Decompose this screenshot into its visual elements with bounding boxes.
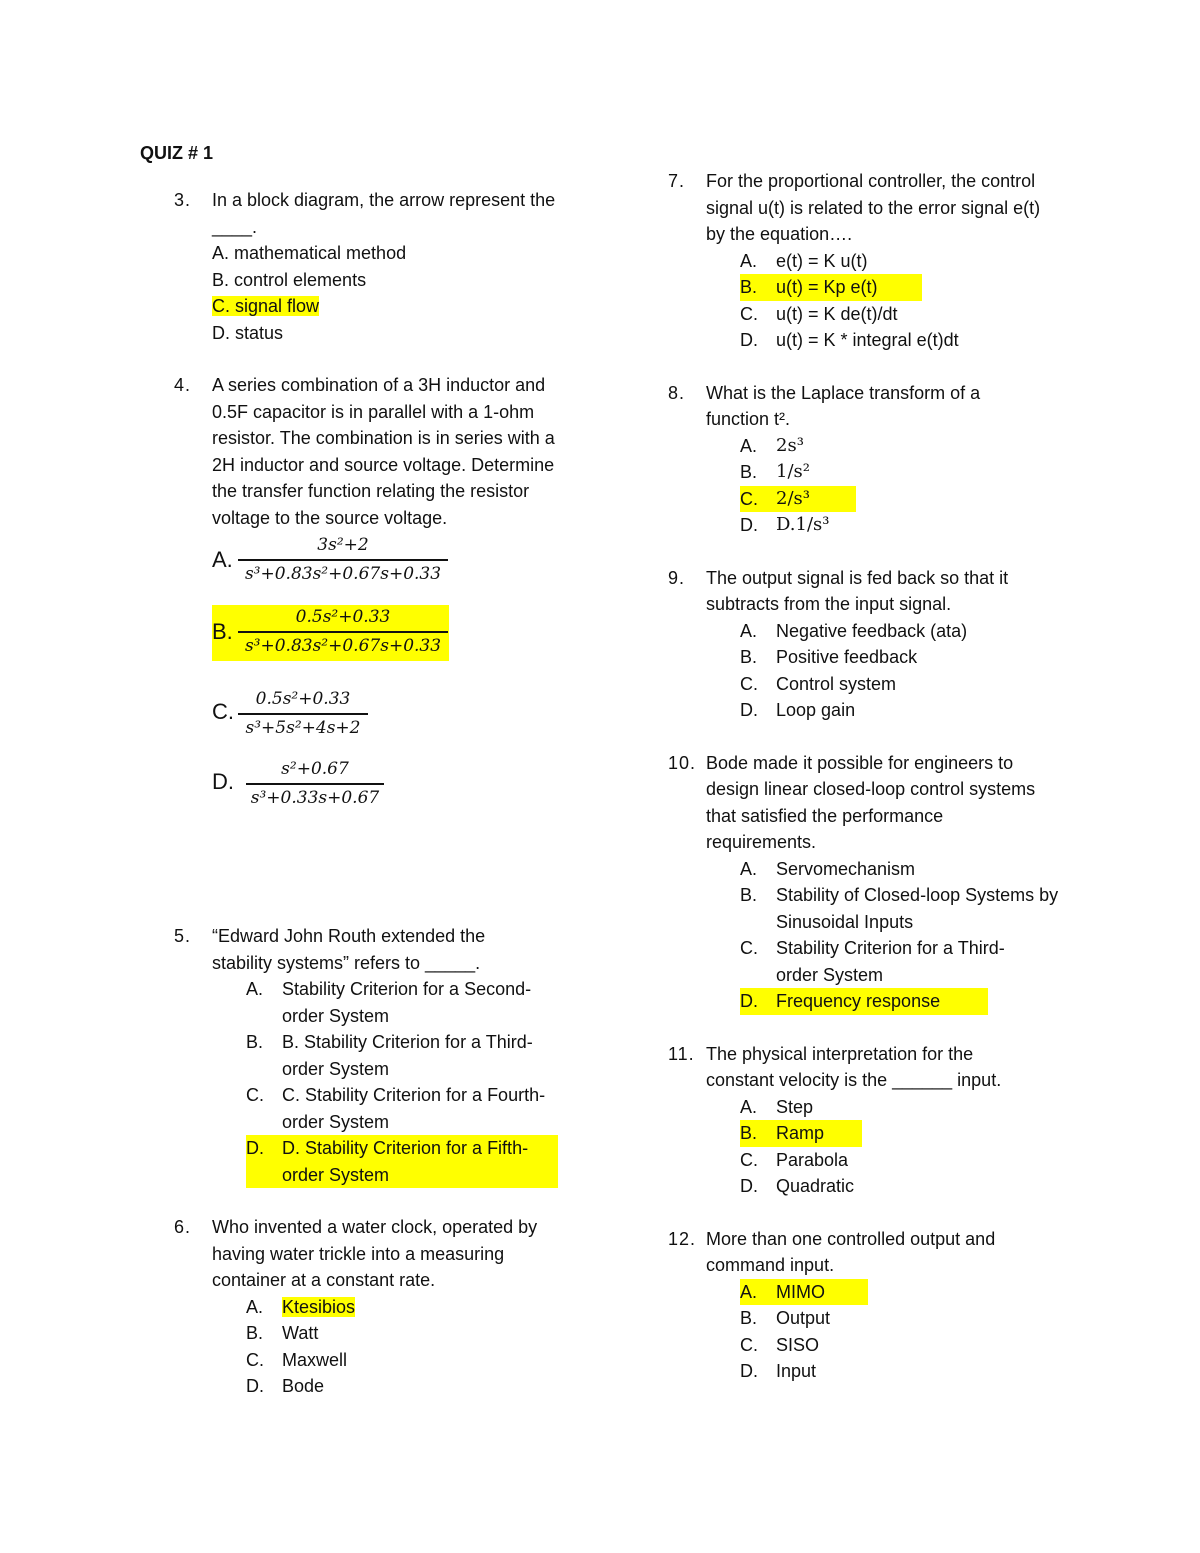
option-c bbox=[740, 671, 1066, 698]
option-b bbox=[740, 459, 1066, 486]
option-b bbox=[246, 1320, 572, 1347]
option-text: Output bbox=[776, 1308, 831, 1328]
question-number: 9. bbox=[668, 567, 686, 588]
question-12 bbox=[668, 1226, 1046, 1279]
option-b bbox=[740, 882, 1066, 935]
denominator: s³+0.33s+0.67 bbox=[250, 788, 380, 808]
options-list bbox=[212, 976, 572, 1188]
option-d bbox=[740, 1358, 1066, 1385]
option-a bbox=[212, 535, 452, 585]
option-letter: C. bbox=[246, 1349, 264, 1370]
option-d-highlighted bbox=[246, 1135, 558, 1188]
question-3 bbox=[174, 187, 572, 240]
option-letter: B. bbox=[212, 619, 233, 644]
option-text: D. Stability Criterion for a Fifth-order System bbox=[282, 1138, 529, 1185]
option-text: 1/s² bbox=[776, 461, 810, 482]
question-7 bbox=[668, 168, 1058, 248]
option-a bbox=[246, 1294, 572, 1321]
question-text: In a block diagram, the arrow represent the ____. bbox=[212, 190, 556, 237]
option-d bbox=[740, 327, 1066, 354]
question-number: 11. bbox=[668, 1043, 695, 1064]
option-letter: A. bbox=[740, 620, 758, 641]
numerator: s²+0.67 bbox=[281, 759, 349, 779]
option-c bbox=[740, 935, 1041, 988]
option-a bbox=[212, 240, 572, 267]
options-list bbox=[706, 248, 1066, 354]
option-text: SISO bbox=[776, 1334, 820, 1355]
option-letter: A. bbox=[246, 979, 264, 999]
option-letter: C. bbox=[246, 1085, 264, 1105]
option-b bbox=[212, 267, 572, 294]
option-text: Negative feedback (ata) bbox=[776, 620, 968, 641]
option-letter: B. bbox=[740, 1123, 758, 1143]
option-letter: A. bbox=[740, 1281, 758, 1302]
numerator: 0.5s²+0.33 bbox=[295, 607, 391, 627]
fraction-options bbox=[212, 535, 572, 865]
question-number: 3. bbox=[174, 190, 192, 210]
option-d bbox=[740, 1173, 1066, 1200]
question-8 bbox=[668, 380, 1026, 433]
numerator: 0.5s²+0.33 bbox=[255, 689, 351, 709]
option-letter: D. bbox=[740, 330, 758, 350]
option-text: u(t) = K de(t)/dt bbox=[776, 303, 898, 324]
option-d bbox=[212, 759, 387, 809]
option-letter: C. bbox=[740, 673, 758, 694]
question-number: 10. bbox=[668, 752, 697, 773]
option-letter: D. bbox=[740, 1361, 758, 1381]
option-letter: C. bbox=[740, 938, 758, 958]
option-letter: A. bbox=[740, 858, 758, 879]
option-a bbox=[740, 856, 1066, 883]
question-number: 4. bbox=[174, 375, 192, 395]
options-list bbox=[212, 1294, 572, 1400]
page-title: QUIZ # 1 bbox=[140, 143, 214, 163]
option-text: Quadratic bbox=[776, 1176, 855, 1196]
option-c bbox=[246, 1347, 572, 1374]
option-letter: B. bbox=[740, 462, 758, 482]
question-text: More than one controlled output and command input. bbox=[706, 1228, 996, 1275]
option-text: 2/s³ bbox=[776, 487, 810, 509]
option-letter: B. bbox=[740, 277, 758, 297]
option-letter: D. bbox=[740, 991, 758, 1011]
question-text: What is the Laplace transform of a function t². bbox=[706, 382, 981, 429]
option-a bbox=[740, 618, 1066, 645]
option-letter: D. bbox=[212, 769, 234, 794]
options-list bbox=[706, 1094, 1066, 1200]
option-text: Parabola bbox=[776, 1149, 849, 1170]
question-5 bbox=[174, 923, 542, 976]
option-letter: C. bbox=[740, 1149, 758, 1170]
option-text: Frequency response bbox=[776, 991, 941, 1011]
question-text: The physical interpretation for the constant velocity is the ______ input. bbox=[706, 1043, 1002, 1090]
option-a bbox=[740, 433, 1066, 460]
option-text: Ramp bbox=[776, 1123, 825, 1143]
option-letter: B. bbox=[246, 1323, 264, 1343]
question-text: For the proportional controller, the control signal u(t) is related to the error signal e(t) by the equation…. bbox=[706, 171, 1041, 244]
option-text: MIMO bbox=[776, 1281, 825, 1302]
question-10 bbox=[668, 750, 1056, 856]
question-text: Who invented a water clock, operated by having water trickle into a measuring container at a constant rate. bbox=[212, 1217, 538, 1290]
question-text: Bode made it possible for engineers to design linear closed-loop control systems that satisfied the performance requirements. bbox=[706, 752, 1036, 852]
question-6 bbox=[174, 1214, 567, 1294]
question-number: 6. bbox=[174, 1217, 192, 1237]
option-letter: D. bbox=[740, 1176, 758, 1196]
option-text: Input bbox=[776, 1361, 817, 1381]
options-list bbox=[706, 433, 1066, 539]
numerator: 3s²+2 bbox=[317, 535, 369, 555]
option-text: C. Stability Criterion for a Fourth-order System bbox=[282, 1085, 546, 1132]
option-letter: D. bbox=[740, 515, 758, 535]
option-text: D. status bbox=[212, 322, 284, 343]
option-b bbox=[246, 1029, 572, 1082]
option-text: u(t) = K * integral e(t)dt bbox=[776, 330, 959, 350]
option-b bbox=[740, 644, 1066, 671]
option-text-highlighted: Ktesibios bbox=[282, 1296, 356, 1317]
option-c bbox=[246, 1082, 572, 1135]
question-number: 12. bbox=[668, 1228, 697, 1249]
fraction bbox=[246, 759, 384, 808]
question-number: 7. bbox=[668, 171, 686, 191]
question-9 bbox=[668, 565, 1051, 618]
option-letter: A. bbox=[740, 435, 758, 456]
option-b-highlighted bbox=[740, 1120, 862, 1147]
options-list bbox=[706, 618, 1066, 724]
option-text: Stability Criterion for a Second-order System bbox=[282, 979, 532, 1026]
denominator: s³+0.83s²+0.67s+0.33 bbox=[244, 564, 442, 584]
option-d-highlighted bbox=[740, 988, 988, 1015]
option-c bbox=[212, 689, 372, 739]
option-text: Maxwell bbox=[282, 1349, 348, 1370]
option-d bbox=[212, 320, 572, 347]
option-text-highlighted: C. signal flow bbox=[212, 296, 320, 316]
option-b-highlighted bbox=[212, 605, 449, 661]
option-text: Stability Criterion for a Third-order System bbox=[776, 938, 1005, 985]
option-c bbox=[740, 1332, 1066, 1359]
options-list bbox=[706, 856, 1066, 1015]
option-text: 2s³ bbox=[776, 434, 804, 456]
question-11 bbox=[668, 1041, 1036, 1094]
option-text: Stability of Closed-loop Systems by Sinusoidal Inputs bbox=[776, 885, 1059, 932]
option-text: Loop gain bbox=[776, 700, 856, 720]
option-letter: B. bbox=[246, 1032, 264, 1052]
option-letter: B. bbox=[740, 1308, 758, 1328]
option-letter: C. bbox=[212, 699, 234, 724]
option-text: Servomechanism bbox=[776, 858, 916, 879]
question-text: The output signal is fed back so that it subtracts from the input signal. bbox=[706, 567, 1009, 614]
option-a bbox=[740, 248, 1066, 275]
option-text: A. mathematical method bbox=[212, 243, 407, 263]
option-a bbox=[246, 976, 572, 1029]
option-c bbox=[212, 293, 572, 320]
option-c-highlighted bbox=[740, 486, 856, 513]
option-letter: A. bbox=[740, 1096, 758, 1117]
option-letter: C. bbox=[740, 303, 758, 324]
option-b-highlighted bbox=[740, 274, 922, 301]
option-letter: C. bbox=[740, 1334, 758, 1355]
fraction bbox=[238, 689, 368, 738]
option-text: D.1/s³ bbox=[776, 514, 830, 535]
option-a bbox=[740, 1094, 1066, 1121]
options-list bbox=[212, 240, 572, 346]
option-letter: D. bbox=[246, 1376, 264, 1396]
option-text: Control system bbox=[776, 673, 897, 694]
question-4 bbox=[174, 372, 572, 531]
option-b bbox=[740, 1305, 1066, 1332]
option-c bbox=[740, 301, 1066, 328]
question-number: 5. bbox=[174, 926, 192, 946]
option-c bbox=[740, 1147, 1066, 1174]
option-letter: B. bbox=[740, 885, 758, 905]
option-text: B. control elements bbox=[212, 269, 367, 290]
option-letter: A. bbox=[740, 250, 758, 271]
option-text: u(t) = Kp e(t) bbox=[776, 277, 878, 297]
fraction bbox=[238, 535, 448, 584]
option-letter: D. bbox=[740, 700, 758, 720]
option-text: B. Stability Criterion for a Third-order System bbox=[282, 1032, 533, 1079]
option-letter: A. bbox=[246, 1296, 264, 1317]
denominator: s³+5s²+4s+2 bbox=[245, 718, 361, 738]
option-text: e(t) = K u(t) bbox=[776, 250, 868, 271]
options-list bbox=[706, 1279, 1066, 1385]
option-text: Step bbox=[776, 1096, 814, 1117]
option-letter: D. bbox=[246, 1138, 264, 1158]
option-d bbox=[740, 697, 1066, 724]
option-d bbox=[740, 512, 1066, 539]
option-letter: A. bbox=[212, 547, 233, 572]
option-text: Bode bbox=[282, 1376, 325, 1396]
option-text: Watt bbox=[282, 1323, 319, 1343]
question-number: 8. bbox=[668, 382, 686, 403]
option-letter: B. bbox=[740, 647, 758, 667]
option-text: Positive feedback bbox=[776, 647, 918, 667]
question-text: “Edward John Routh extended the stability systems” refers to _____. bbox=[212, 926, 486, 973]
fraction bbox=[238, 607, 448, 656]
denominator: s³+0.83s²+0.67s+0.33 bbox=[244, 636, 442, 656]
option-letter: C. bbox=[740, 488, 758, 509]
option-d bbox=[246, 1373, 572, 1400]
option-a-highlighted bbox=[740, 1279, 868, 1306]
question-text: A series combination of a 3H inductor and 0.5F capacitor is in parallel with a 1-ohm resistor. The combination is in series with a 2H inductor and source voltage. Determine the transfer function relating the resistor voltage to the source voltage. bbox=[212, 375, 555, 528]
